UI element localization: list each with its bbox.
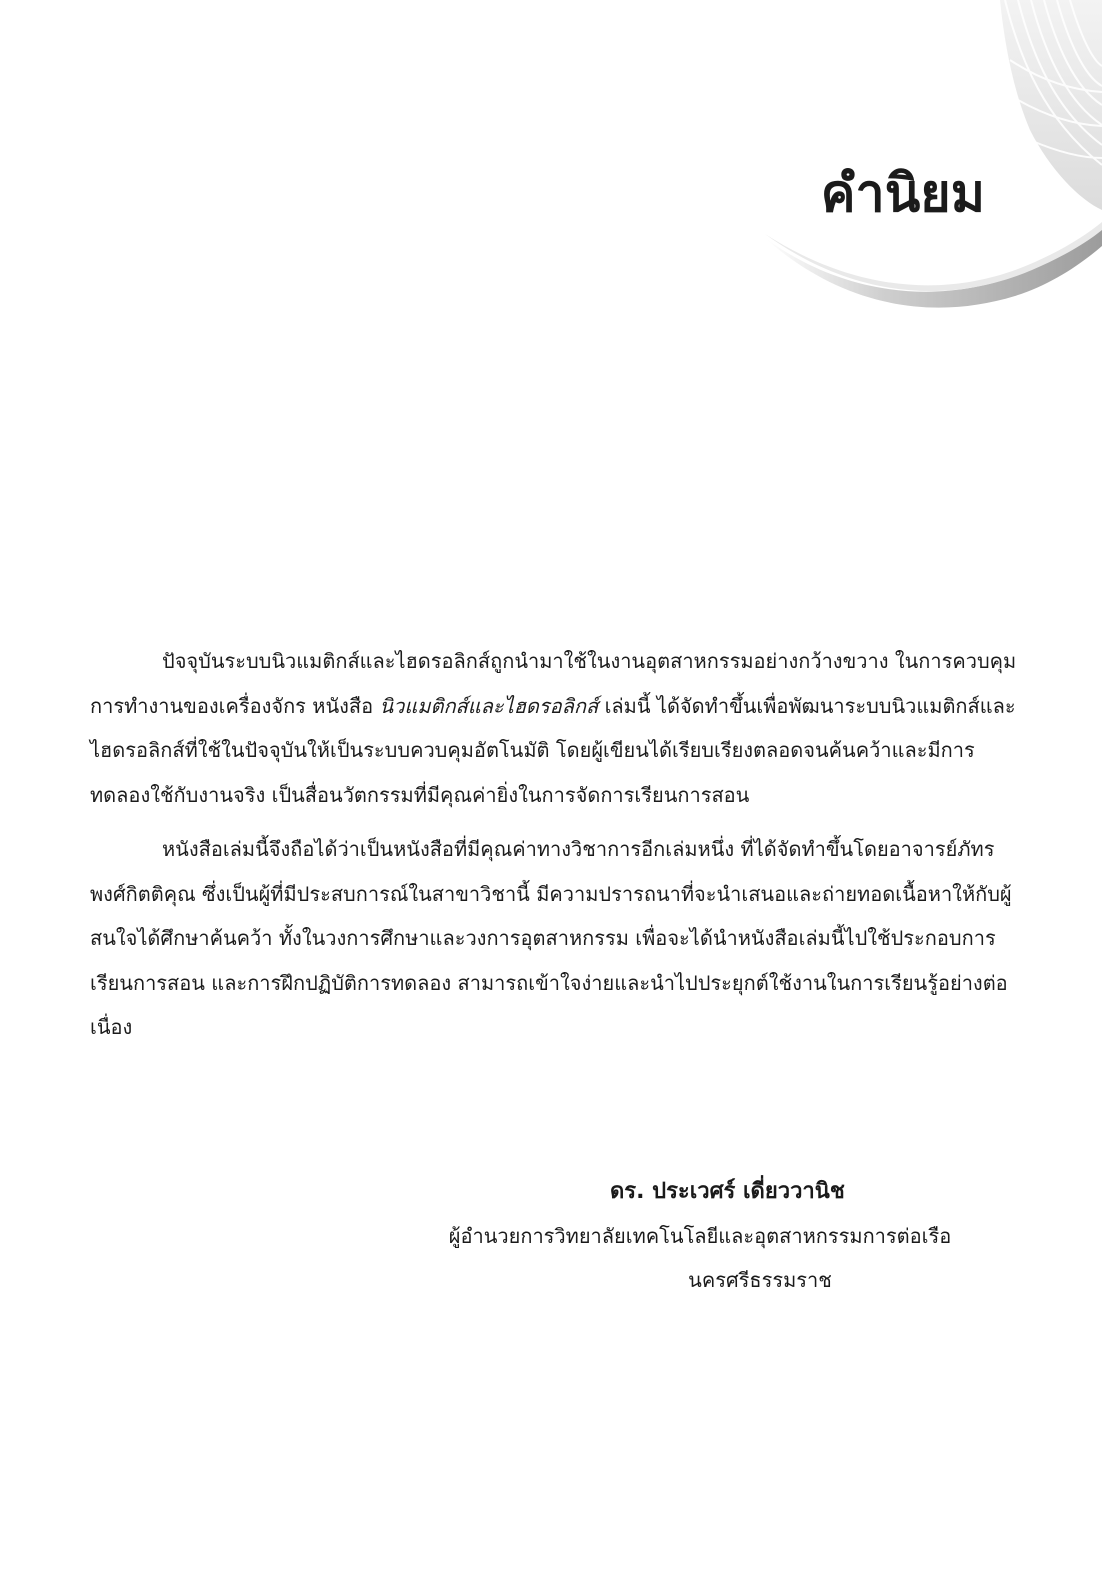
signer-location: นครศรีธรรมราช: [688, 1268, 832, 1292]
page-title: คำนิยม: [820, 164, 985, 224]
signer-position: ผู้อำนวยการวิทยาลัยเทคโนโลยีและอุตสาหกรรมการต่อเรือ: [448, 1224, 952, 1248]
paragraph-1-text-b: เล่มนี้ ได้จัดทำขึ้นเพื่อพัฒนาระบบนิวแมติกส์และไฮดรอลิกส์ที่ใช้ในปัจจุบันให้เป็นระบบควบคุมอัตโนมัติ โดยผู้เขียนได้เรียบเรียงตลอดจนค้นคว้าและมีการทดลองใช้กับงานจริง เป็นสื่อนวัตกรรมที่มีคุณค่ายิ่งในการจัดการเรียนการสอน: [90, 693, 1016, 807]
paragraph-2: หนังสือเล่มนี้จึงถือได้ว่าเป็นหนังสือที่มีคุณค่าทางวิชาการอีกเล่มหนึ่ง ที่ได้จัดทำขึ้นโดยอาจารย์ภัทร พงศ์กิตติคุณ ซึ่งเป็นผู้ที่มีประสบการณ์ในสาขาวิชานี้ มีความปรารถนาที่จะนำเสนอและถ่ายทอดเนื้อหาให้กับผู้สนใจได้ศึกษาค้นคว้า ทั้งในวงการศึกษาและวงการอุตสาหกรรม เพื่อจะได้นำหนังสือเล่มนี้ไปใช้ประกอบการเรียนการสอน และการฝึกปฏิบัติการทดลอง สามารถเข้าใจง่ายและนำไปประยุกต์ใช้งานในการเรียนรู้อย่างต่อเนื่อง: [90, 837, 1012, 1039]
signature-block: [380, 1170, 1020, 1302]
foreword-body: [90, 639, 1018, 1050]
paragraph-1-text-a: ปัจจุบันระบบนิวแมติกส์และไฮดรอลิกส์ถูกนำมาใช้ในงานอุตสาหกรรมอย่างกว้างขวาง ในการควบคุมการทำงานของเครื่องจักร หนังสือ: [90, 649, 1017, 718]
paragraph-1: [90, 639, 1018, 817]
book-title: นิวแมติกส์และไฮดรอลิกส์: [379, 693, 599, 718]
signer-name: ดร. ประเวศร์ เดี่ยววานิช: [610, 1179, 845, 1204]
